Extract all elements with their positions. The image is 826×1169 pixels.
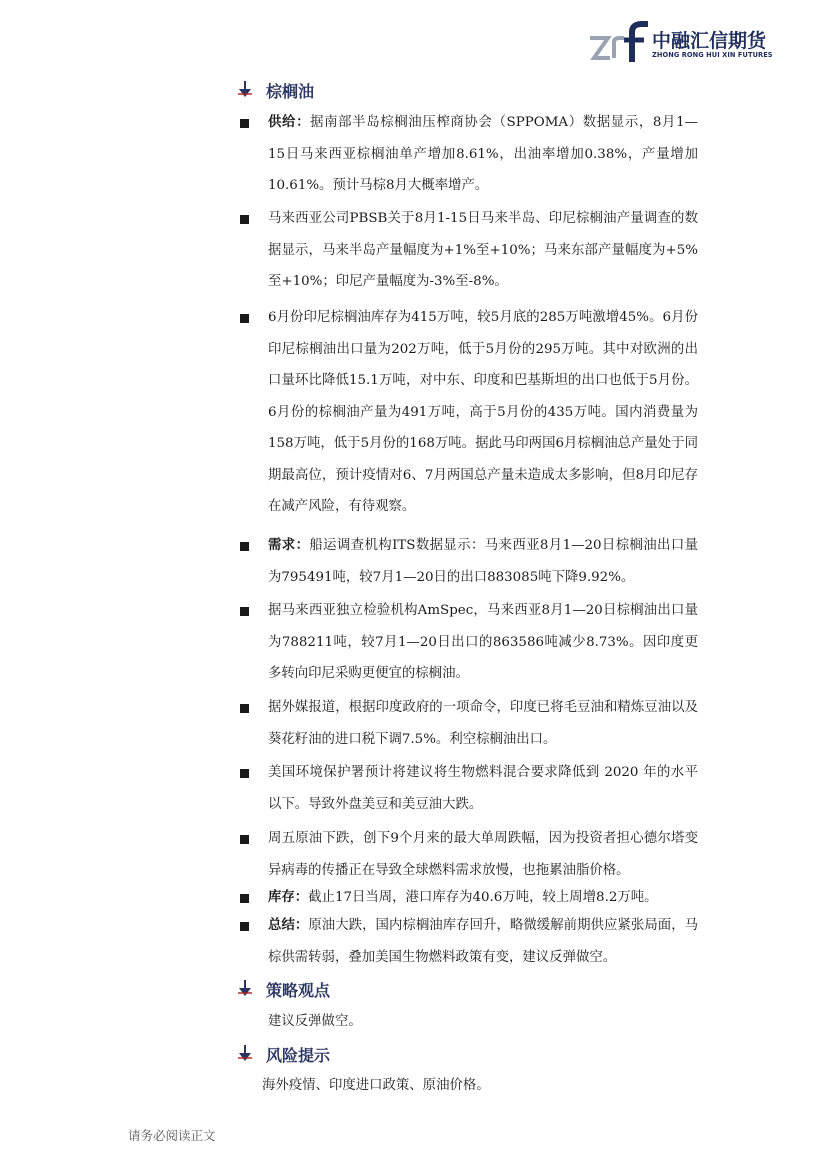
bullet-square-icon xyxy=(240,314,249,323)
footer-disclaimer: 请务必阅读正文 xyxy=(128,1128,216,1143)
section-title: 棕榈油 xyxy=(266,81,315,101)
section-title: 策略观点 xyxy=(266,980,331,1000)
bullet-text: 库存：截止17日当周，港口库存为40.6万吨，较上周增8.2万吨。 xyxy=(268,890,658,905)
logo-english-name: ZHONG RONG HUI XIN FUTURES xyxy=(652,51,773,59)
bullet-text: 据外媒报道，根据印度政府的一项命令，印度已将毛豆油和精炼豆油以及葵花籽油的进口税下调7.5%。利空棕榈油出口。 xyxy=(268,700,698,747)
bullet-square-icon xyxy=(240,215,249,224)
company-logo xyxy=(586,20,786,64)
bullet-square-icon xyxy=(240,769,249,778)
logo-mark-icon xyxy=(586,20,652,64)
arrow-marker-icon xyxy=(238,980,252,998)
section-heading-palm xyxy=(238,78,314,102)
section-heading-strategy xyxy=(238,977,330,1001)
bullet-square-icon xyxy=(240,607,249,616)
strategy-text: 建议反弹做空。 xyxy=(268,1014,362,1029)
bullet-label: 库存 xyxy=(268,890,295,905)
bullet-text: 总结：原油大跌，国内棕榈油库存回升，略微缓解前期供应紧张局面，马棕供需转弱，叠加美国生物燃料政策有变，建议反弹做空。 xyxy=(268,918,699,965)
arrow-marker-icon xyxy=(238,81,252,99)
bullet-text: 供给：据南部半岛棕榈油压榨商协会（SPPOMA）数据显示，8月1—15日马来西亚棕榈油单产增加8.61%，出油率增加0.38%，产量增加10.61%。预计马棕8月大概率增产。 xyxy=(268,115,698,193)
bullet-text: 需求：船运调查机构ITS数据显示：马来西亚8月1—20日棕榈油出口量为795491吨，较7月1—20日的出口883085吨下降9.92%。 xyxy=(268,538,699,585)
bullet-square-icon xyxy=(240,119,249,128)
section-heading-risk xyxy=(238,1042,330,1066)
bullet-square-icon xyxy=(240,704,249,713)
bullet-label: 供给 xyxy=(268,115,297,130)
bullet-square-icon xyxy=(240,835,249,844)
bullet-text: 美国环境保护署预计将建议将生物燃料混合要求降低到 2020 年的水平以下。导致外盘美豆和美豆油大跌。 xyxy=(268,765,698,812)
arrow-marker-icon xyxy=(238,1045,252,1063)
bullet-square-icon xyxy=(240,542,249,551)
logo-chinese-name: 中融汇信期货 xyxy=(652,30,767,52)
bullet-text: 6月份印尼棕榈油库存为415万吨，较5月底的285万吨激增45%。6月份印尼棕榈油出口量为202万吨，低于5月份的295万吨。其中对欧洲的出口量环比降低15.1万吨，对中东、印度和巴基斯坦的出口也低于5月份。6月份的棕榈油产量为491万吨，高于5月份的435万吨。国内消费量为158万吨，低于5月份的168万吨。据此马印两国6月棕榈油总产量处于同期最高位，预计疫情对6、7月两国总产量未造成太多影响，但8月印尼存在减产风险，有待观察。 xyxy=(268,310,698,514)
bullet-text: 周五原油下跌，创下9个月来的最大单周跌幅，因为投资者担心德尔塔变异病毒的传播正在导致全球燃料需求放慢，也拖累油脂价格。 xyxy=(268,831,698,878)
bullet-square-icon xyxy=(240,894,249,903)
bullet-text: 据马来西亚独立检验机构AmSpec，马来西亚8月1—20日棕榈油出口量为788211吨，较7月1—20日出口的863586吨减少8.73%。因印度更多转向印尼采购更便宜的棕榈油。 xyxy=(268,603,698,681)
bullet-label: 总结 xyxy=(268,918,295,933)
section-title: 风险提示 xyxy=(266,1045,331,1065)
bullet-label: 需求 xyxy=(268,538,296,553)
bullet-text: 马来西亚公司PBSB关于8月1-15日马来半岛、印尼棕榈油产量调查的数据显示，马来半岛产量幅度为+1%至+10%；马来东部产量幅度为+5%至+10%；印尼产量幅度为-3%至-8%。 xyxy=(268,211,698,289)
risk-text: 海外疫情、印度进口政策、原油价格。 xyxy=(262,1078,490,1093)
bullet-square-icon xyxy=(240,922,249,931)
